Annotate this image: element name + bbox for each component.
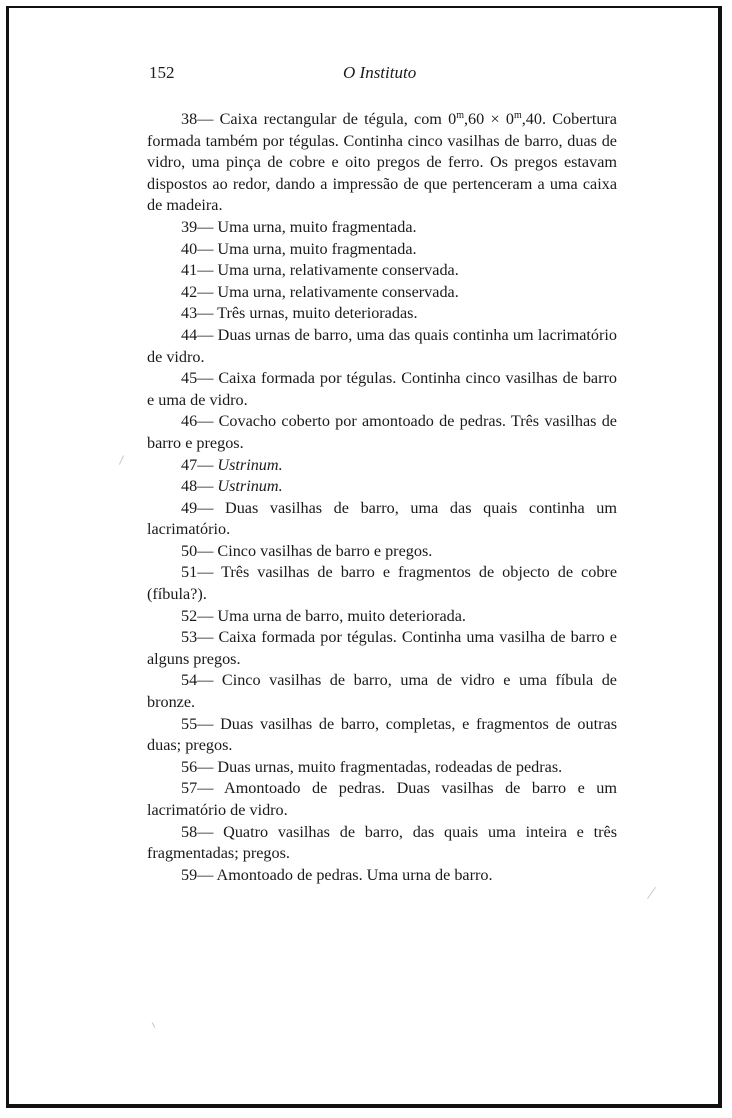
entry-text: — Amontoado de pedras. Uma urna de barro. <box>197 865 493 884</box>
entry-number: 55 <box>181 714 198 733</box>
page-number: 152 <box>149 63 175 82</box>
entry-number: 42 <box>181 282 198 301</box>
entry-number: 40 <box>181 239 198 258</box>
entry-number: 41 <box>181 261 198 280</box>
entry-text: — Uma urna de barro, muito deteriorada. <box>197 606 466 625</box>
entry-number: 43 <box>181 304 198 323</box>
entry-number: 56 <box>181 757 198 776</box>
entry-text: — Caixa formada por tégulas. Continha uma vasilha de barro e alguns pregos. <box>147 628 617 668</box>
unit-superscript: m <box>513 110 522 121</box>
entry-text: — Três urnas, muito deterioradas. <box>197 304 418 323</box>
entry-number: 54 <box>181 671 198 690</box>
entry-52 <box>147 606 617 628</box>
entry-text: — Cinco vasilhas de barro e pregos. <box>197 541 433 560</box>
entry-39 <box>147 217 617 239</box>
entry-text: — Covacho coberto por amontoado de pedras. Três vasilhas de barro e pregos. <box>147 412 617 452</box>
entry-text: — Quatro vasilhas de barro, das quais uma inteira e três fragmentadas; pregos. <box>147 822 617 863</box>
entry-number: 49 <box>181 498 198 517</box>
entry-number: 59 <box>181 865 198 884</box>
entry-text: ,40. Cobertura formada também por tégulas. Continha cinco vasilhas de barro, duas de vidro, uma pinça de cobre e oito pregos de ferro. Os pregos estavam dispostos ao redor, dando a impressão de que pertenceram a uma caixa de madeira. <box>147 110 617 215</box>
entry-54 <box>147 670 617 713</box>
entry-57 <box>147 778 617 821</box>
entry-text: — Duas vasilhas de barro, completas, e fragmentos de outras duas; pregos. <box>147 714 617 755</box>
running-title: O Instituto <box>343 63 417 82</box>
entry-text: — Duas urnas, muito fragmentadas, rodeadas de pedras. <box>197 757 563 776</box>
entry-text: — Duas vasilhas de barro, uma das quais continha um lacrimatório. <box>147 498 617 539</box>
entry-text: — Uma urna, muito fragmentada. <box>197 239 417 258</box>
entry-text: — Cinco vasilhas de barro, uma de vidro e uma fíbula de bronze. <box>147 671 617 712</box>
entry-dash: — <box>197 477 218 496</box>
unit-superscript: m <box>456 110 464 121</box>
entry-text: — Uma urna, relativamente conservada. <box>197 261 459 280</box>
entry-42 <box>147 282 617 304</box>
entry-number: 45 <box>181 369 198 388</box>
entry-number: 38 <box>181 110 198 128</box>
entry-56 <box>147 757 617 779</box>
entry-text: — Duas urnas de barro, uma das quais continha um lacrimatório de vidro. <box>147 325 617 366</box>
entry-47 <box>147 455 617 477</box>
entry-53 <box>147 627 617 670</box>
page-header <box>149 63 619 85</box>
entry-51 <box>147 562 617 605</box>
entry-number: 39 <box>181 217 198 236</box>
entry-number: 44 <box>181 325 198 344</box>
entry-number: 47 <box>181 455 198 474</box>
entry-text: ,60 × 0 <box>464 110 514 128</box>
entry-italic-text: Ustrinum. <box>217 477 283 496</box>
entry-38 <box>147 109 617 217</box>
entry-text: — Uma urna, muito fragmentada. <box>197 217 417 236</box>
entry-43 <box>147 303 617 325</box>
entry-50 <box>147 541 617 563</box>
entry-40 <box>147 239 617 261</box>
entry-58 <box>147 822 617 865</box>
entry-48 <box>147 476 617 498</box>
entry-text: — Amontoado de pedras. Duas vasilhas de barro e um lacrimatório de vidro. <box>147 779 617 819</box>
entry-text: — Uma urna, relativamente conservada. <box>197 282 459 301</box>
entry-number: 46 <box>181 412 198 431</box>
entry-41 <box>147 260 617 282</box>
entry-text: — Caixa rectangular de tégula, com 0 <box>197 110 457 128</box>
entry-number: 51 <box>181 563 198 582</box>
entry-dash: — <box>197 455 218 474</box>
entry-text: — Caixa formada por tégulas. Continha cinco vasilhas de barro e uma de vidro. <box>147 369 617 409</box>
entry-55 <box>147 714 617 757</box>
entry-46 <box>147 411 617 454</box>
entry-text: — Três vasilhas de barro e fragmentos de objecto de cobre (fíbula?). <box>147 563 617 604</box>
entry-44 <box>147 325 617 368</box>
entry-number: 58 <box>181 822 198 841</box>
entry-49 <box>147 498 617 541</box>
catalog-entries <box>147 109 617 886</box>
entry-italic-text: Ustrinum. <box>217 455 283 474</box>
entry-45 <box>147 368 617 411</box>
entry-number: 50 <box>181 541 198 560</box>
entry-number: 57 <box>181 779 198 798</box>
entry-number: 52 <box>181 606 198 625</box>
entry-number: 53 <box>181 628 198 647</box>
entry-59 <box>147 865 617 887</box>
entry-number: 48 <box>181 477 198 496</box>
